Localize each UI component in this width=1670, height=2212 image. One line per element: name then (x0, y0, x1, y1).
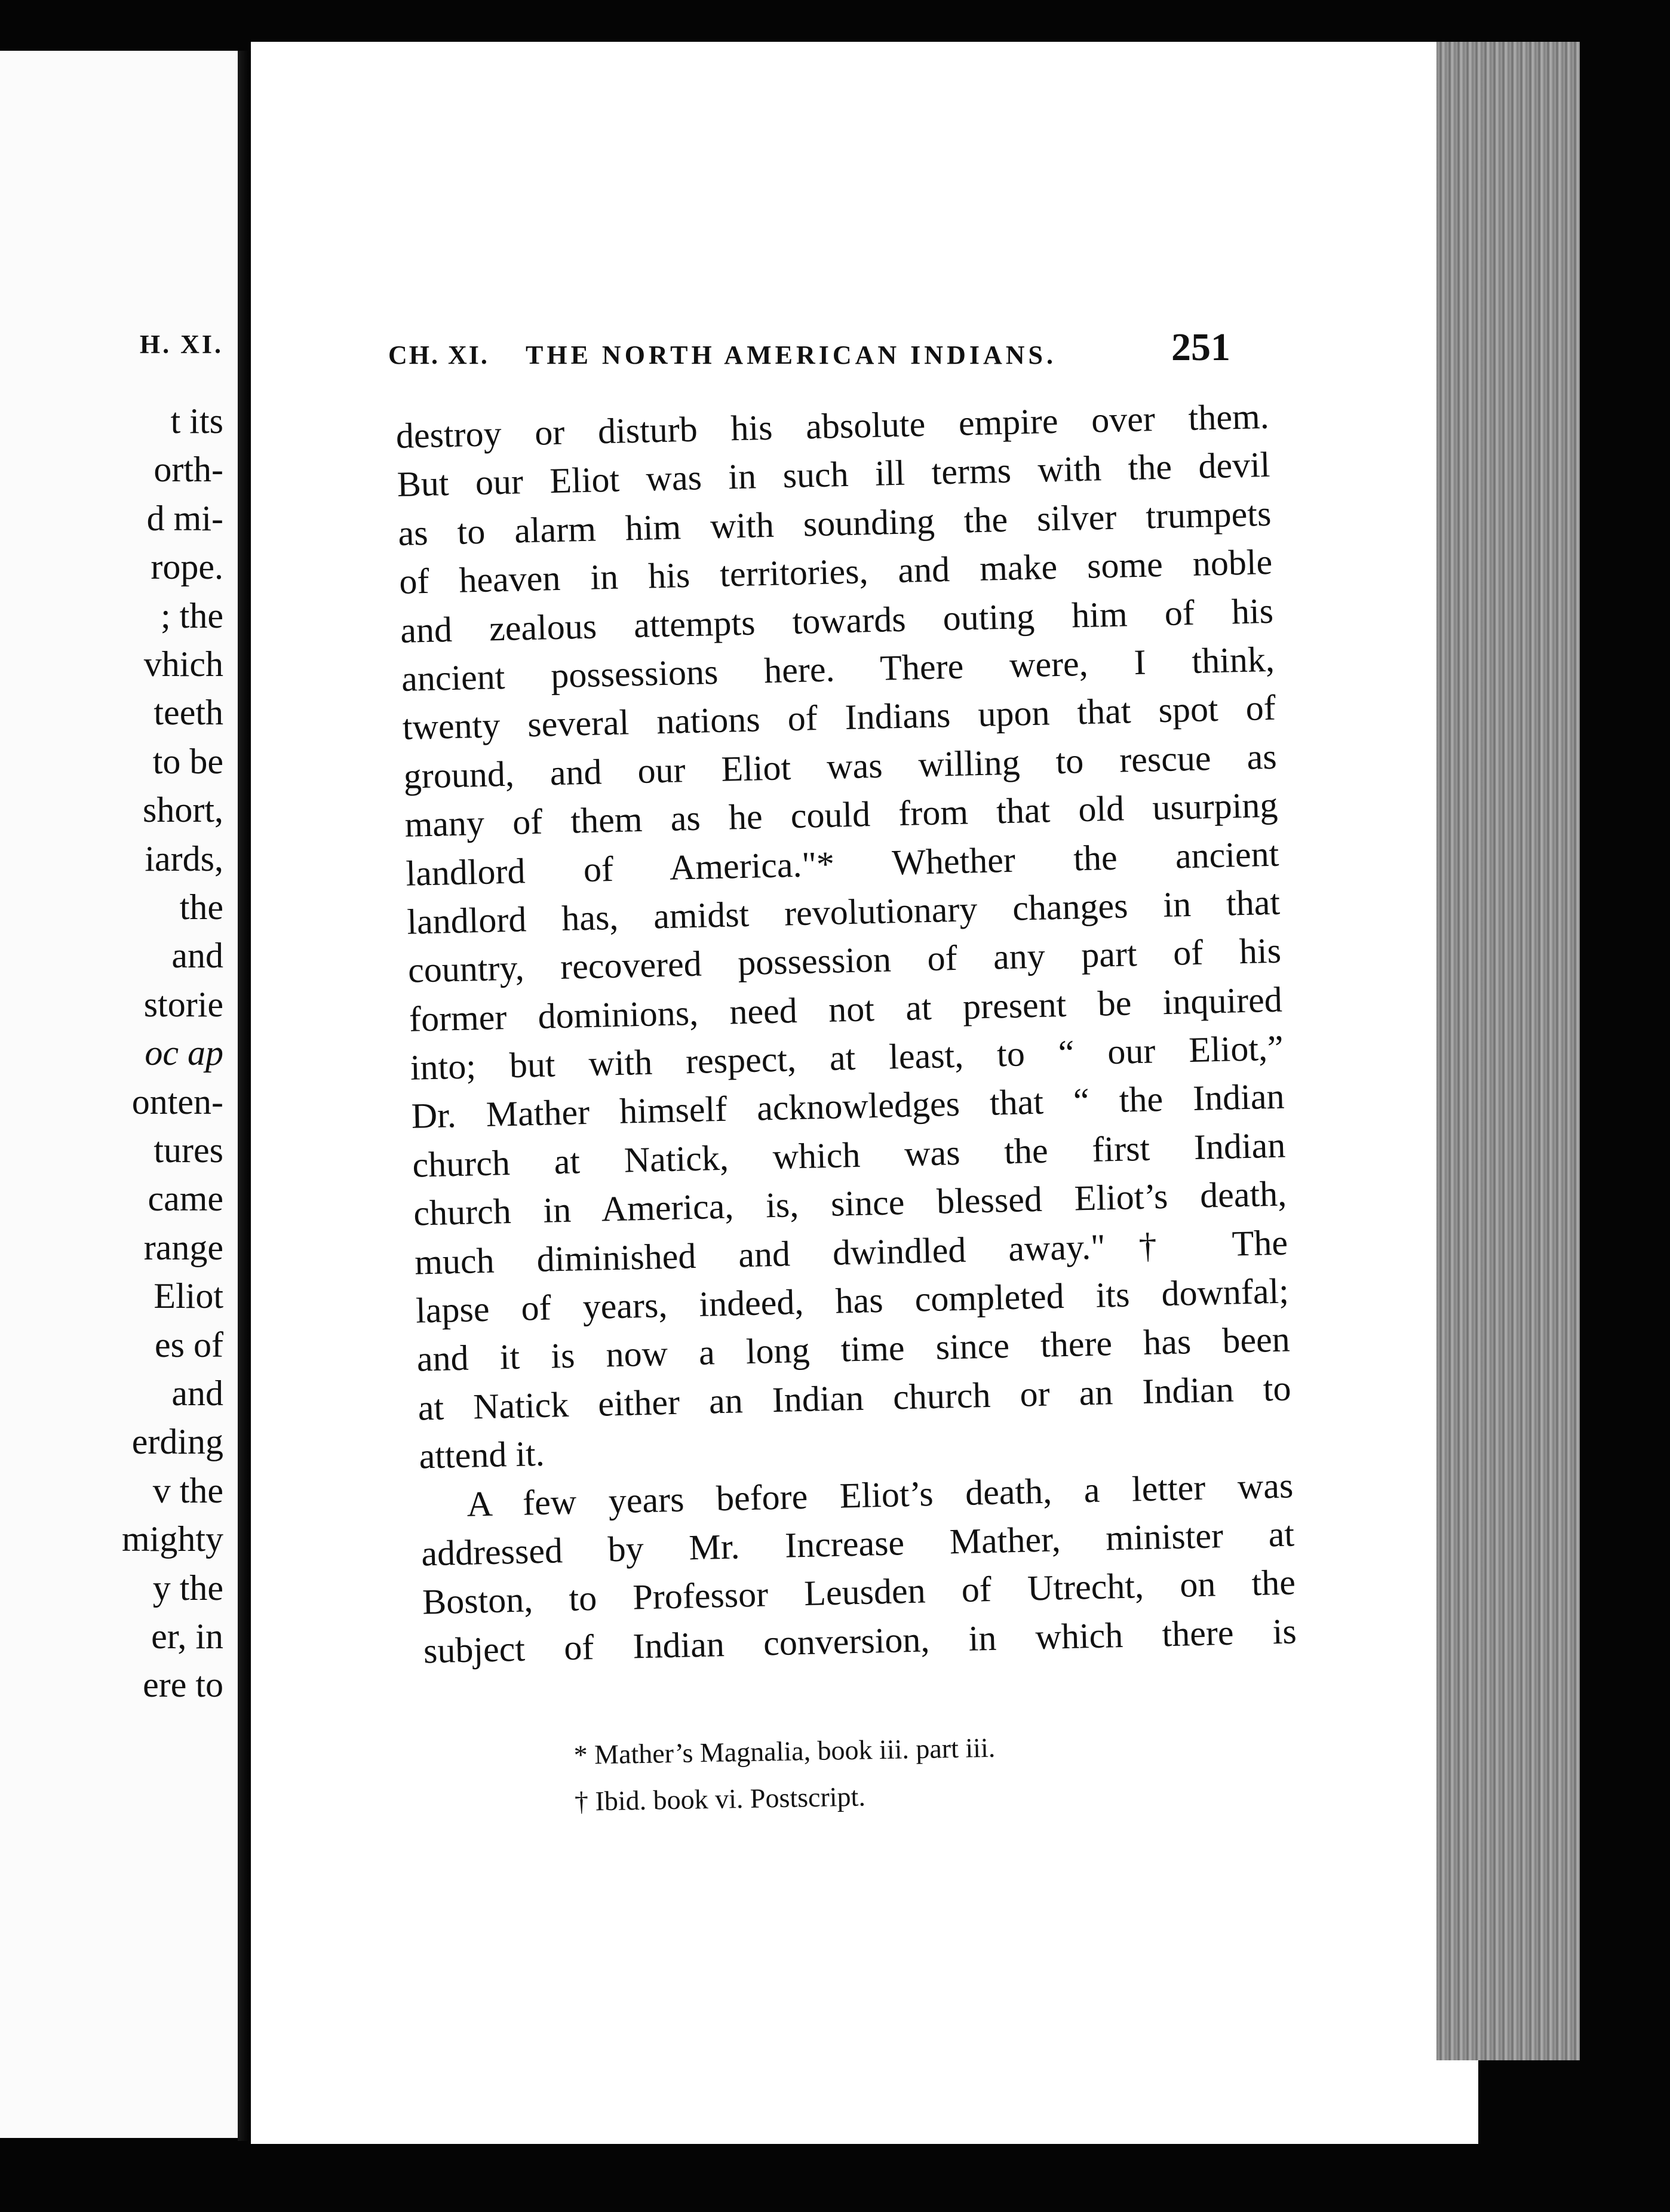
chapter-label: CH. XI. (388, 340, 489, 370)
body-line: Boston, to Professor Leusden of Utrecht, on the (422, 1562, 1296, 1622)
left-page-line: range (143, 1227, 223, 1267)
left-page-line: the (179, 887, 223, 927)
gutter-shadow (238, 51, 251, 2141)
left-page-line: erding (131, 1422, 223, 1462)
left-page-line: short, (143, 790, 223, 830)
left-page-line: onten- (131, 1082, 223, 1122)
page-number: 251 (1171, 325, 1230, 369)
left-page-line: ere to (143, 1665, 223, 1705)
body-line: former dominions, need not at present be inquired (409, 979, 1283, 1039)
body-line: ground, and our Eliot was willing to rescue as (403, 736, 1278, 796)
left-page-line: rope. (151, 547, 223, 587)
body-line: destroy or disturb his absolute empire over them. (395, 396, 1270, 456)
left-page-line: iards, (145, 838, 223, 878)
body-line: subject of Indian conversion, in which there is (423, 1611, 1297, 1671)
left-page-line: tures (154, 1130, 223, 1170)
body-line: and zealous attempts towards outing him of his (400, 591, 1274, 650)
body-line: country, recovered possession of any part of his (407, 930, 1282, 991)
body-line: A few years before Eliot’s death, a letter was (466, 1465, 1294, 1524)
body-line: as to alarm him with sounding the silver trumpets (397, 493, 1272, 553)
body-line: church in America, is, since blessed Eliot’s death, (413, 1173, 1287, 1233)
left-page-line: er, in (151, 1617, 223, 1656)
body-line: many of them as he could from that old usurping (404, 785, 1279, 844)
body-line: attend it. (418, 1433, 545, 1476)
left-page-line: mighty (121, 1519, 223, 1559)
footnote: * Mather’s Magnalia, book iii. part iii. (573, 1732, 996, 1770)
footnotes (573, 1722, 1172, 1825)
left-page-line: Eliot (154, 1276, 223, 1316)
left-page-line: d mi- (146, 498, 223, 538)
left-page-line: t its (170, 401, 223, 441)
left-page-line: orth- (154, 450, 223, 490)
page-edge (1436, 42, 1580, 2060)
body-text (395, 392, 1297, 1676)
body-line: lapse of years, indeed, has completed its downfal; (415, 1271, 1290, 1331)
body-line: addressed by Mr. Increase Mather, minister at (420, 1514, 1295, 1574)
body-line: ancient possessions here. There were, I think, (401, 639, 1275, 699)
left-page-line: oc ap (145, 1033, 223, 1073)
left-page-line: es of (155, 1325, 223, 1365)
body-line: church at Natick, which was the first Indian (412, 1125, 1286, 1185)
body-line: much diminished and dwindled away."† The (414, 1222, 1288, 1282)
left-page-line: ; the (161, 595, 223, 635)
body-line: landlord of America."* Whether the ancient (405, 834, 1279, 893)
body-line: landlord has, amidst revolutionary changes in that (406, 882, 1281, 942)
footnote: † Ibid. book vi. Postscript. (574, 1781, 866, 1817)
left-page-line: storie (143, 984, 223, 1024)
body-line: Dr. Mather himself acknowledges that “ the Indian (411, 1077, 1285, 1136)
body-line: into; but with respect, at least, to “ our Eliot,” (410, 1028, 1284, 1087)
left-page-line: came (148, 1179, 223, 1219)
left-page-line: y the (152, 1568, 223, 1608)
running-head (388, 322, 1230, 370)
left-page-line: teeth (154, 693, 223, 733)
left-page-line: v the (152, 1470, 223, 1510)
left-page-line: and (171, 936, 223, 976)
left-page-line: to be (152, 741, 223, 781)
body-line: at Natick either an Indian church or an Indian to (418, 1368, 1292, 1428)
left-page-line: and (171, 1374, 223, 1413)
body-line: twenty several nations of Indians upon that spot of (402, 688, 1276, 748)
body-line: But our Eliot was in such ill terms with the devil (397, 445, 1271, 505)
running-title: THE NORTH AMERICAN INDIANS. (526, 340, 1057, 370)
left-page-line: vhich (143, 644, 223, 684)
body-line: of heaven in his territories, and make some noble (398, 542, 1273, 602)
body-line: and it is now a long time since there has been (416, 1319, 1291, 1380)
left-page-header: H. XI. (139, 330, 223, 359)
left-page (0, 51, 238, 2138)
